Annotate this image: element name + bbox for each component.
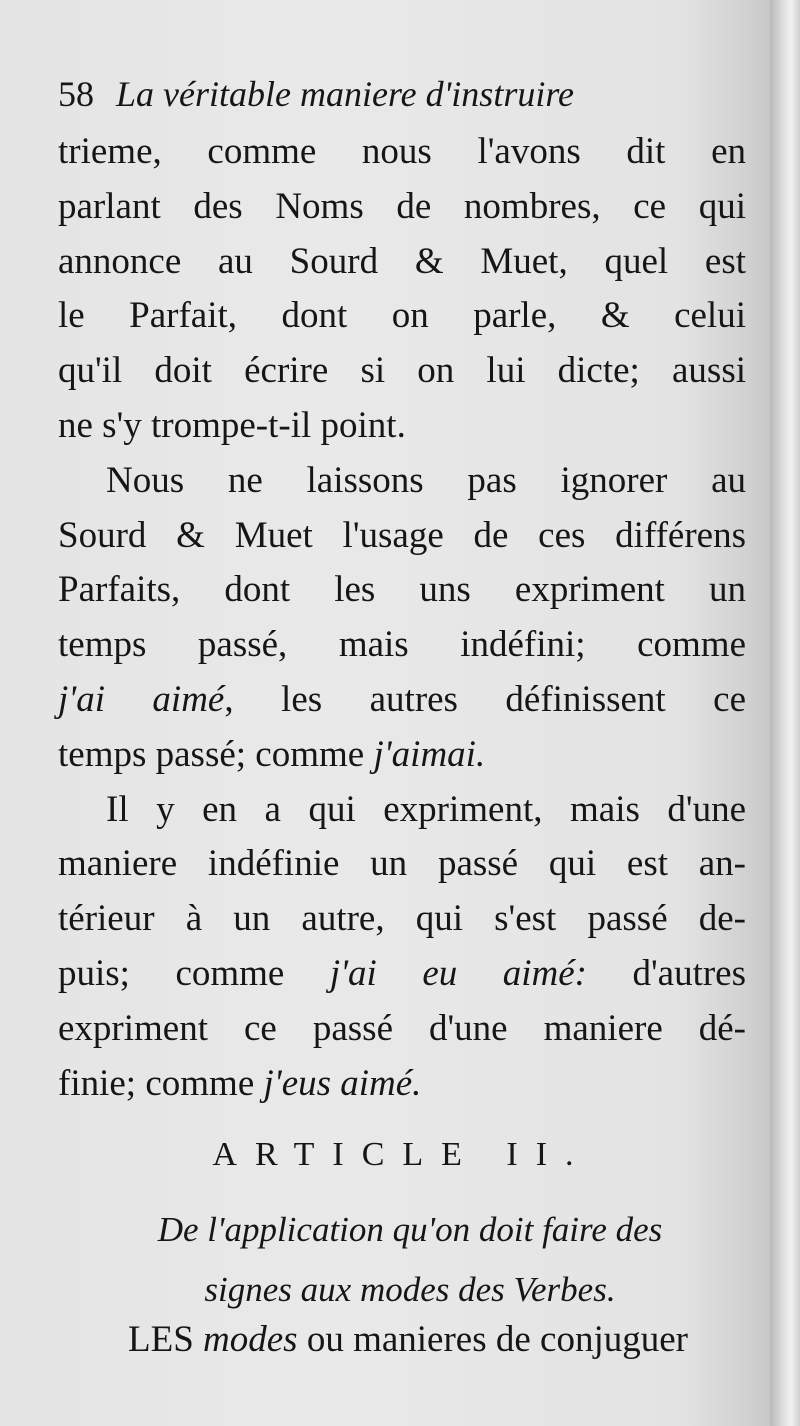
paragraph-2 xyxy=(58,454,746,783)
text-line: trieme, comme nous l'avons dit en xyxy=(58,131,746,172)
text-line xyxy=(58,1057,746,1112)
page-edge-shadow xyxy=(770,0,800,1426)
text-line: ne s'y trompe-t-il point. xyxy=(58,404,406,446)
italic-example: j'ai eu aimé: xyxy=(329,952,587,994)
text-line: Il y en a qui expriment, mais d'une xyxy=(106,788,746,830)
small-caps-lead: LES xyxy=(128,1319,204,1360)
text-line: qu'il doit écrire si on lui dicte; aussi xyxy=(58,350,746,392)
text-line: temps passé, mais indéfini; comme xyxy=(58,624,746,666)
text-line: parlant des Noms de nombres, ce qui xyxy=(58,185,746,227)
final-line xyxy=(128,1312,754,1368)
article-heading: ARTICLE II. xyxy=(212,1136,592,1173)
paragraph-3 xyxy=(58,783,746,1112)
article-subtitle xyxy=(80,1200,740,1320)
text-line: térieur à un autre, qui s'est passé de- xyxy=(58,898,746,940)
italic-example: j'eus aimé. xyxy=(263,1062,422,1104)
running-title: La véritable maniere d'instruire xyxy=(116,74,574,114)
text-line: expriment ce passé d'une maniere dé- xyxy=(58,1007,746,1049)
page-number: 58 xyxy=(58,74,94,114)
italic-example: j'ai aimé xyxy=(58,678,225,720)
text-fragment: , les autres définissent ce xyxy=(224,678,747,720)
subtitle-line: De l'application qu'on doit faire des xyxy=(157,1210,663,1249)
paragraph-1 xyxy=(58,125,746,454)
text-line: Parfaits, dont les uns expriment un xyxy=(58,569,746,611)
text-fragment: puis; comme xyxy=(58,952,330,994)
text-line xyxy=(58,947,746,1002)
text-line: Nous ne laissons pas ignorer au xyxy=(106,459,746,501)
running-header xyxy=(58,64,746,124)
text-line: maniere indéfinie un passé qui est an- xyxy=(58,843,746,885)
body-text xyxy=(58,125,746,1111)
text-line: Sourd & Muet l'usage de ces différens xyxy=(58,514,746,556)
text-line: le Parfait, dont on parle, & celui xyxy=(58,295,746,337)
text-fragment: temps passé; comme xyxy=(58,733,374,775)
subtitle-line: signes aux modes des Verbes. xyxy=(204,1270,616,1309)
text-line: annonce au Sourd & Muet, quel est xyxy=(58,240,746,282)
italic-example: j'aimai. xyxy=(373,733,486,775)
text-fragment: d'autres xyxy=(587,952,747,994)
text-line xyxy=(58,673,746,728)
text-line xyxy=(58,728,746,783)
text-fragment: finie; comme xyxy=(58,1062,264,1104)
text-fragment: ou manieres de conjuguer xyxy=(297,1319,688,1360)
italic-word: modes xyxy=(203,1319,298,1360)
